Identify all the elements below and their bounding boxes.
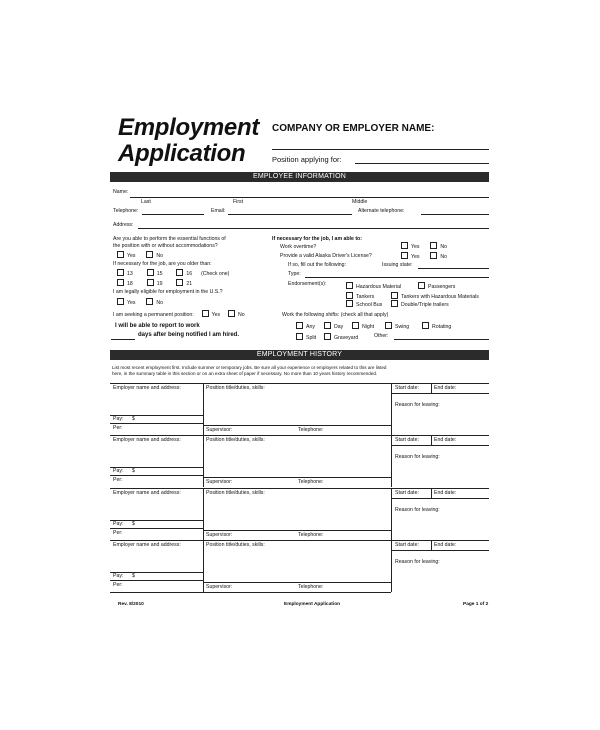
company-name-label: COMPANY OR EMPLOYER NAME: bbox=[272, 123, 435, 134]
license-no-checkbox[interactable] bbox=[430, 252, 437, 259]
history-block-3-employer-rule[interactable] bbox=[110, 520, 203, 521]
history-block-4-supervisor-label: Supervisor: bbox=[206, 584, 233, 590]
history-block-3-telephone-label: Telephone: bbox=[298, 532, 324, 538]
age-19-checkbox[interactable] bbox=[147, 279, 154, 286]
overtime-no-checkbox[interactable] bbox=[430, 242, 437, 249]
history-block-4-end-date-label: End date: bbox=[434, 542, 457, 548]
history-block-4-telephone-label: Telephone: bbox=[298, 584, 324, 590]
shift-graveyard-checkbox[interactable] bbox=[324, 333, 331, 340]
history-block-4-date-rule bbox=[391, 550, 489, 551]
form-title-line1: Employment bbox=[118, 114, 260, 141]
history-block-2-pay-dollar: $ bbox=[132, 468, 135, 474]
history-block-1-pay-rule[interactable] bbox=[110, 423, 203, 424]
history-block-1-reason-label: Reason for leaving: bbox=[395, 402, 440, 408]
history-block-1-per-label: Per: bbox=[113, 425, 123, 431]
history-block-1-telephone-label: Telephone: bbox=[298, 427, 324, 433]
age-16-label: 16 bbox=[186, 271, 193, 277]
history-block-1-divider-left bbox=[203, 383, 204, 435]
address-label: Address: bbox=[113, 222, 134, 228]
perform-yes-label: Yes bbox=[127, 253, 136, 259]
issuing-state-label: Issuing state: bbox=[382, 262, 413, 268]
history-block-4-divider-right bbox=[391, 540, 392, 592]
report-days-field[interactable] bbox=[111, 339, 135, 340]
history-block-4-supervisor-rule bbox=[203, 582, 391, 583]
issuing-state-field[interactable] bbox=[418, 268, 489, 269]
shift-any-checkbox[interactable] bbox=[296, 322, 303, 329]
eligible-question: I am legally eligible for employment in the U.S.? bbox=[113, 289, 223, 295]
history-block-3-date-divider bbox=[431, 488, 432, 498]
perform-yes-checkbox[interactable] bbox=[117, 251, 124, 258]
history-block-4-reason-label: Reason for leaving: bbox=[395, 559, 440, 565]
endorse-school-bus-label: School Bus bbox=[356, 302, 383, 308]
age-15-label: 15 bbox=[156, 271, 163, 277]
age-options-row2 bbox=[117, 279, 192, 287]
permanent-yes-checkbox[interactable] bbox=[202, 310, 209, 317]
shift-other-field[interactable] bbox=[394, 339, 489, 340]
history-block-2-date-rule bbox=[391, 445, 489, 446]
endorse-tankers-hazmat bbox=[391, 292, 479, 300]
overtime-no-label: No bbox=[440, 244, 448, 250]
history-block-2-employer-rule[interactable] bbox=[110, 467, 203, 468]
history-block-3-supervisor-rule bbox=[203, 530, 391, 531]
endorse-double-triple bbox=[391, 300, 449, 308]
history-block-2-start-date-label: Start date: bbox=[395, 437, 419, 443]
shift-split-checkbox[interactable] bbox=[296, 333, 303, 340]
footer-revision: Rev. 8/2010 bbox=[118, 602, 144, 607]
history-block-1-start-date-label: Start date: bbox=[395, 385, 419, 391]
history-block-1-position-label: Position title/duties, skills: bbox=[206, 385, 265, 391]
history-block-1-pay-dollar: $ bbox=[132, 416, 135, 422]
endorse-passengers bbox=[418, 282, 455, 290]
endorse-double-triple-checkbox[interactable] bbox=[391, 300, 398, 307]
history-block-3-top-rule bbox=[110, 488, 489, 489]
history-block-3-employer-label: Employer name and address: bbox=[113, 490, 181, 496]
history-block-1-employer-rule[interactable] bbox=[110, 415, 203, 416]
history-block-2-pay-rule[interactable] bbox=[110, 475, 203, 476]
endorse-hazmat-label: Hazardous Material bbox=[356, 284, 401, 290]
alt-telephone-field[interactable] bbox=[421, 214, 489, 215]
shift-split bbox=[296, 333, 316, 341]
shift-graveyard bbox=[324, 333, 358, 341]
history-block-4-pay-label: Pay: bbox=[113, 573, 124, 579]
shift-day-checkbox[interactable] bbox=[324, 322, 331, 329]
name-middle-caption: Middle bbox=[352, 199, 368, 205]
name-first-caption: First bbox=[233, 199, 244, 205]
eligible-no-checkbox[interactable] bbox=[146, 298, 153, 305]
history-block-2-divider-left bbox=[203, 435, 204, 487]
shift-swing-label: Swing bbox=[395, 324, 410, 330]
shift-night bbox=[352, 322, 374, 330]
endorse-passengers-checkbox[interactable] bbox=[418, 282, 425, 289]
history-block-2-supervisor-rule bbox=[203, 477, 391, 478]
fill-following-note: If so, fill out the following: bbox=[288, 262, 346, 268]
history-block-1-supervisor-label: Supervisor: bbox=[206, 427, 233, 433]
perform-no-label: No bbox=[156, 253, 164, 259]
history-block-1-pay-label: Pay: bbox=[113, 416, 124, 422]
history-block-2-date-divider bbox=[431, 435, 432, 445]
age-21-label: 21 bbox=[186, 281, 193, 287]
history-block-2-reason-label: Reason for leaving: bbox=[395, 454, 440, 460]
history-block-1-date-rule bbox=[391, 393, 489, 394]
shift-any-label: Any bbox=[306, 324, 315, 330]
endorse-tankers-label: Tankers bbox=[356, 294, 375, 300]
endorse-hazmat-checkbox[interactable] bbox=[346, 282, 353, 289]
endorse-tankers bbox=[346, 292, 374, 300]
history-block-3-date-rule bbox=[391, 498, 489, 499]
history-bottom-rule bbox=[110, 592, 391, 593]
footer-page-number: Page 1 of 2 bbox=[463, 602, 489, 607]
permanent-no-checkbox[interactable] bbox=[228, 310, 235, 317]
eligible-options bbox=[117, 298, 163, 306]
shift-night-label: Night bbox=[362, 324, 375, 330]
history-block-1-supervisor-rule bbox=[203, 425, 391, 426]
alt-telephone-label: Alternate telephone: bbox=[358, 208, 405, 214]
endorse-tankers-checkbox[interactable] bbox=[346, 292, 353, 299]
endorse-tankers-hazmat-label: Tankers with Hazardous Materials bbox=[401, 294, 479, 300]
age-21-checkbox[interactable] bbox=[176, 279, 183, 286]
name-label: Name: bbox=[113, 189, 129, 195]
license-yes-label: Yes bbox=[411, 254, 420, 260]
permanent-question bbox=[113, 310, 245, 318]
shift-swing-checkbox[interactable] bbox=[385, 322, 392, 329]
name-last-caption: Last bbox=[141, 199, 151, 205]
license-question: Provide a valid Alaska Driver's License? bbox=[280, 253, 372, 259]
form-title-line2: Application bbox=[118, 140, 246, 167]
endorse-double-triple-label: Double/Triple trailers bbox=[401, 302, 449, 308]
permanent-question-text: I am seeking a permanent position: bbox=[113, 312, 194, 318]
history-block-1-top-rule bbox=[110, 383, 489, 384]
job-able-question: If necessary for the job, I am able to: bbox=[272, 236, 362, 242]
history-block-2-position-label: Position title/duties, skills: bbox=[206, 437, 265, 443]
history-block-2-divider-right bbox=[391, 435, 392, 487]
address-field[interactable] bbox=[138, 228, 489, 229]
history-block-2-telephone-label: Telephone: bbox=[298, 479, 324, 485]
shift-graveyard-label: Graveyard bbox=[334, 335, 359, 341]
age-15-checkbox[interactable] bbox=[147, 269, 154, 276]
history-block-3-divider-right bbox=[391, 488, 392, 540]
history-block-2-pay-label: Pay: bbox=[113, 468, 124, 474]
license-no-label: No bbox=[440, 254, 448, 260]
shift-day-label: Day bbox=[334, 324, 344, 330]
perform-question-line1: Are you able to perform the essential functions of bbox=[113, 236, 226, 242]
eligible-no-label: No bbox=[156, 300, 164, 306]
section-bar-employment-history: EMPLOYMENT HISTORY bbox=[110, 350, 489, 360]
report-line1: I will be able to report to work bbox=[115, 323, 200, 329]
endorse-tankers-hazmat-checkbox[interactable] bbox=[391, 292, 398, 299]
shift-other-label: Other: bbox=[374, 333, 389, 339]
endorse-passengers-label: Passengers bbox=[428, 284, 456, 290]
shift-rotating bbox=[422, 322, 451, 330]
perform-options bbox=[117, 251, 163, 259]
history-block-2-end-date-label: End date: bbox=[434, 437, 457, 443]
history-block-3-end-date-label: End date: bbox=[434, 490, 457, 496]
history-block-3-pay-dollar: $ bbox=[132, 521, 135, 527]
overtime-question: Work overtime? bbox=[280, 244, 317, 250]
history-block-4-position-label: Position title/duties, skills: bbox=[206, 542, 265, 548]
footer-title: Employment Application bbox=[284, 602, 341, 607]
report-line2: days after being notified I am hired. bbox=[138, 332, 240, 338]
email-label: Email: bbox=[211, 208, 226, 214]
shift-split-label: Split bbox=[306, 335, 317, 341]
history-block-4-pay-rule[interactable] bbox=[110, 580, 203, 581]
position-applying-label: Position applying for: bbox=[272, 155, 342, 164]
history-block-3-position-label: Position title/duties, skills: bbox=[206, 490, 265, 496]
endorse-school-bus bbox=[346, 300, 382, 308]
history-block-4-date-divider bbox=[431, 540, 432, 550]
history-block-3-start-date-label: Start date: bbox=[395, 490, 419, 496]
shifts-question: Work the following shifts: (check all that apply) bbox=[282, 312, 389, 318]
age-options-row1 bbox=[117, 269, 229, 277]
history-block-1-end-date-label: End date: bbox=[434, 385, 457, 391]
shift-night-checkbox[interactable] bbox=[352, 322, 359, 329]
history-block-3-pay-label: Pay: bbox=[113, 521, 124, 527]
history-block-3-divider-left bbox=[203, 488, 204, 540]
history-block-3-reason-label: Reason for leaving: bbox=[395, 507, 440, 513]
name-field[interactable] bbox=[130, 197, 489, 198]
email-field[interactable] bbox=[228, 214, 352, 215]
section-bar-employee-information: EMPLOYEE INFORMATION bbox=[110, 172, 489, 182]
license-options bbox=[401, 252, 447, 260]
history-block-4-top-rule bbox=[110, 540, 489, 541]
overtime-yes-checkbox[interactable] bbox=[401, 242, 408, 249]
age-16-checkbox[interactable] bbox=[176, 269, 183, 276]
age-13-checkbox[interactable] bbox=[117, 269, 124, 276]
eligible-yes-checkbox[interactable] bbox=[117, 298, 124, 305]
eligible-yes-label: Yes bbox=[127, 300, 136, 306]
license-type-field[interactable] bbox=[305, 277, 489, 278]
history-block-3-supervisor-label: Supervisor: bbox=[206, 532, 233, 538]
age-18-checkbox[interactable] bbox=[117, 279, 124, 286]
telephone-field[interactable] bbox=[142, 214, 204, 215]
history-block-3-per-label: Per: bbox=[113, 530, 123, 536]
history-block-4-pay-dollar: $ bbox=[132, 573, 135, 579]
overtime-options bbox=[401, 242, 447, 250]
endorse-school-bus-checkbox[interactable] bbox=[346, 300, 353, 307]
history-block-2-per-label: Per: bbox=[113, 477, 123, 483]
company-name-field[interactable] bbox=[272, 149, 489, 150]
permanent-yes-label: Yes bbox=[211, 312, 221, 318]
history-block-3-pay-rule[interactable] bbox=[110, 528, 203, 529]
shift-day bbox=[324, 322, 343, 330]
permanent-no-label: No bbox=[238, 312, 245, 318]
license-type-label: Type: bbox=[288, 271, 301, 277]
history-block-4-start-date-label: Start date: bbox=[395, 542, 419, 548]
shift-swing bbox=[385, 322, 409, 330]
endorse-hazmat bbox=[346, 282, 401, 290]
history-block-1-employer-label: Employer name and address: bbox=[113, 385, 181, 391]
history-block-4-employer-label: Employer name and address: bbox=[113, 542, 181, 548]
position-applying-field[interactable] bbox=[355, 163, 489, 164]
history-block-2-employer-label: Employer name and address: bbox=[113, 437, 181, 443]
perform-no-checkbox[interactable] bbox=[146, 251, 153, 258]
history-block-2-top-rule bbox=[110, 435, 489, 436]
shift-rotating-checkbox[interactable] bbox=[422, 322, 429, 329]
telephone-label: Telephone: bbox=[113, 208, 139, 214]
history-block-2-supervisor-label: Supervisor: bbox=[206, 479, 233, 485]
history-intro-line2: here, in the summary table in this section or on an extra sheet of paper if necessary. No more than 10 years history recommended. bbox=[112, 371, 378, 376]
history-block-4-divider-left bbox=[203, 540, 204, 592]
history-block-1-date-divider bbox=[431, 383, 432, 393]
shift-any bbox=[296, 322, 315, 330]
history-block-1-divider-right bbox=[391, 383, 392, 435]
license-yes-checkbox[interactable] bbox=[401, 252, 408, 259]
overtime-yes-label: Yes bbox=[411, 244, 420, 250]
endorsements-label: Endorsement(s): bbox=[288, 281, 327, 287]
age-19-label: 19 bbox=[156, 281, 163, 287]
shift-rotating-label: Rotating bbox=[432, 324, 452, 330]
age-check-one-note: (Check one) bbox=[201, 271, 230, 277]
age-13-label: 13 bbox=[127, 271, 133, 277]
age-18-label: 18 bbox=[127, 281, 133, 287]
history-block-4-per-label: Per: bbox=[113, 582, 123, 588]
age-question: If necessary for the job, are you older than: bbox=[113, 261, 212, 267]
history-intro-line1: List most recent employment first. Include summer or temporary jobs. Be sure all your experience or employers related to this are listed bbox=[112, 365, 387, 370]
history-block-4-employer-rule[interactable] bbox=[110, 572, 203, 573]
perform-question-line2: the position with or without accommodations? bbox=[113, 243, 218, 249]
